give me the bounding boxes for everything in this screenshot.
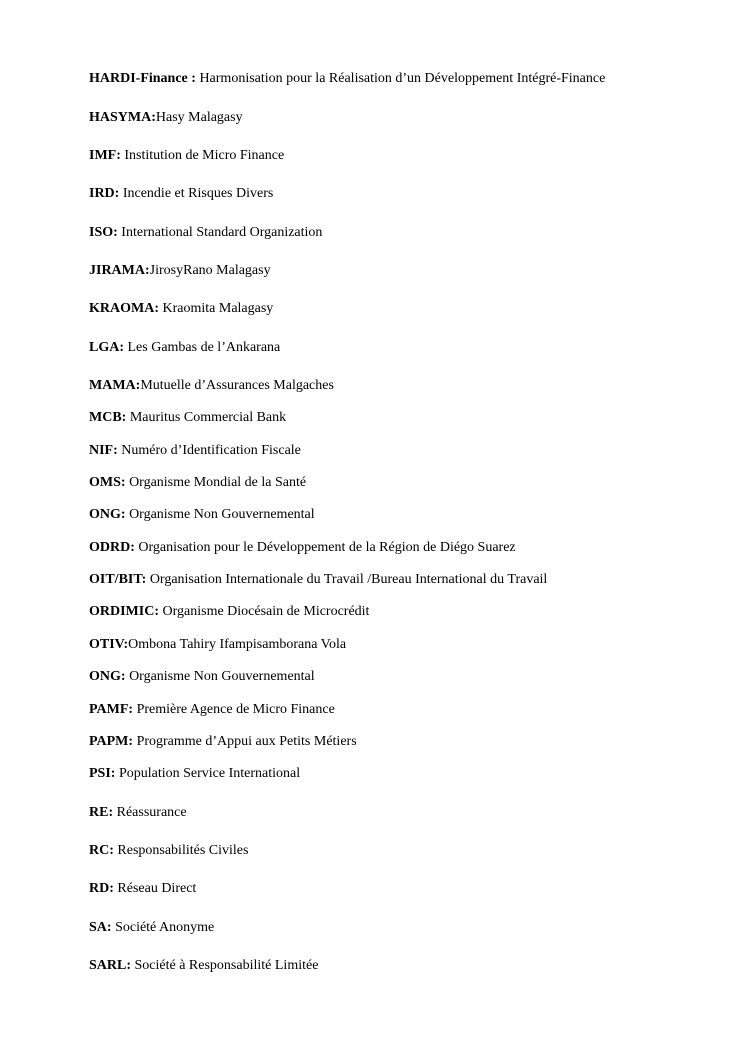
abbreviation: NIF: bbox=[89, 443, 122, 458]
abbreviation: HASYMA: bbox=[89, 110, 156, 125]
abbreviation: SA: bbox=[89, 920, 116, 935]
abbreviation: OMS: bbox=[89, 475, 130, 490]
definition: Organisation pour le Développement de la Région de Diégo Suarez bbox=[138, 540, 516, 555]
abbreviation-entry bbox=[89, 147, 284, 165]
definition: Organisme Non Gouvernemental bbox=[129, 507, 315, 522]
abbreviation: PSI: bbox=[89, 766, 119, 781]
abbreviation: ORDIMIC: bbox=[89, 604, 163, 619]
abbreviation: HARDI-Finance : bbox=[89, 71, 200, 86]
abbreviation-entry bbox=[89, 571, 547, 589]
abbreviation: OTIV: bbox=[89, 637, 129, 652]
definition: Kraomita Malagasy bbox=[162, 301, 274, 316]
abbreviation-entry bbox=[89, 636, 346, 654]
abbreviation-entry bbox=[89, 765, 300, 783]
abbreviation: MCB: bbox=[89, 410, 130, 425]
definition: Harmonisation pour la Réalisation d’un Développement Intégré-Finance bbox=[199, 71, 606, 86]
definition: Société à Responsabilité Limitée bbox=[134, 958, 319, 973]
abbreviation-entry bbox=[89, 474, 306, 492]
abbreviation: IMF: bbox=[89, 148, 125, 163]
abbreviation-entry bbox=[89, 377, 334, 395]
definition: Les Gambas de l’Ankarana bbox=[127, 340, 281, 355]
abbreviation-entry bbox=[89, 442, 301, 460]
definition: Programme d’Appui aux Petits Métiers bbox=[136, 734, 357, 749]
abbreviation: KRAOMA: bbox=[89, 301, 163, 316]
definition: Organisme Mondial de la Santé bbox=[129, 475, 307, 490]
abbreviation: RE: bbox=[89, 805, 117, 820]
abbreviation: ODRD: bbox=[89, 540, 139, 555]
abbreviation-entry bbox=[89, 668, 315, 686]
definition: JirosyRano Malagasy bbox=[149, 263, 271, 278]
definition: Société Anonyme bbox=[115, 920, 215, 935]
definition: Première Agence de Micro Finance bbox=[136, 702, 335, 717]
definition: Mutuelle d’Assurances Malgaches bbox=[140, 378, 334, 393]
abbreviation: SARL: bbox=[89, 958, 135, 973]
abbreviation-entry bbox=[89, 70, 605, 88]
abbreviation: OIT/BIT: bbox=[89, 572, 150, 587]
abbreviation-entry bbox=[89, 409, 286, 427]
abbreviation-entry bbox=[89, 701, 335, 719]
abbreviation: LGA: bbox=[89, 340, 128, 355]
definition: Incendie et Risques Divers bbox=[122, 186, 274, 201]
definition: Organisme Non Gouvernemental bbox=[129, 669, 315, 684]
definition: Responsabilités Civiles bbox=[117, 843, 249, 858]
definition: Numéro d’Identification Fiscale bbox=[121, 443, 301, 458]
abbreviation-entry bbox=[89, 733, 357, 751]
abbreviation-entry bbox=[89, 842, 248, 860]
abbreviation-entry bbox=[89, 185, 273, 203]
abbreviation-entry bbox=[89, 880, 196, 898]
abbreviation: PAPM: bbox=[89, 734, 137, 749]
abbreviation-entry bbox=[89, 804, 187, 822]
abbreviation-entry bbox=[89, 109, 243, 127]
abbreviation: IRD: bbox=[89, 186, 123, 201]
abbreviation-entry bbox=[89, 539, 516, 557]
abbreviation-entry bbox=[89, 919, 214, 937]
abbreviation-entry bbox=[89, 262, 271, 280]
abbreviation: PAMF: bbox=[89, 702, 137, 717]
abbreviation-entry bbox=[89, 957, 318, 975]
definition: Réassurance bbox=[116, 805, 187, 820]
abbreviation-entry bbox=[89, 506, 315, 524]
abbreviation-entry bbox=[89, 339, 280, 357]
definition: Ombona Tahiry Ifampisamborana Vola bbox=[128, 637, 347, 652]
abbreviation-entry bbox=[89, 603, 369, 621]
abbreviation: ISO: bbox=[89, 225, 122, 240]
abbreviation: JIRAMA: bbox=[89, 263, 150, 278]
definition: Population Service International bbox=[118, 766, 301, 781]
abbreviation: ONG: bbox=[89, 507, 130, 522]
abbreviation-entry bbox=[89, 300, 273, 318]
definition: Hasy Malagasy bbox=[155, 110, 243, 125]
abbreviation: ONG: bbox=[89, 669, 130, 684]
definition: Institution de Micro Finance bbox=[124, 148, 285, 163]
abbreviation: RC: bbox=[89, 843, 118, 858]
definition: Organisme Diocésain de Microcrédit bbox=[162, 604, 370, 619]
definition: International Standard Organization bbox=[121, 225, 323, 240]
abbreviation: RD: bbox=[89, 881, 118, 896]
definition: Mauritus Commercial Bank bbox=[129, 410, 287, 425]
definition: Organisation Internationale du Travail /Bureau International du Travail bbox=[149, 572, 548, 587]
definition: Réseau Direct bbox=[117, 881, 197, 896]
abbreviation: MAMA: bbox=[89, 378, 141, 393]
abbreviation-entry bbox=[89, 224, 322, 242]
